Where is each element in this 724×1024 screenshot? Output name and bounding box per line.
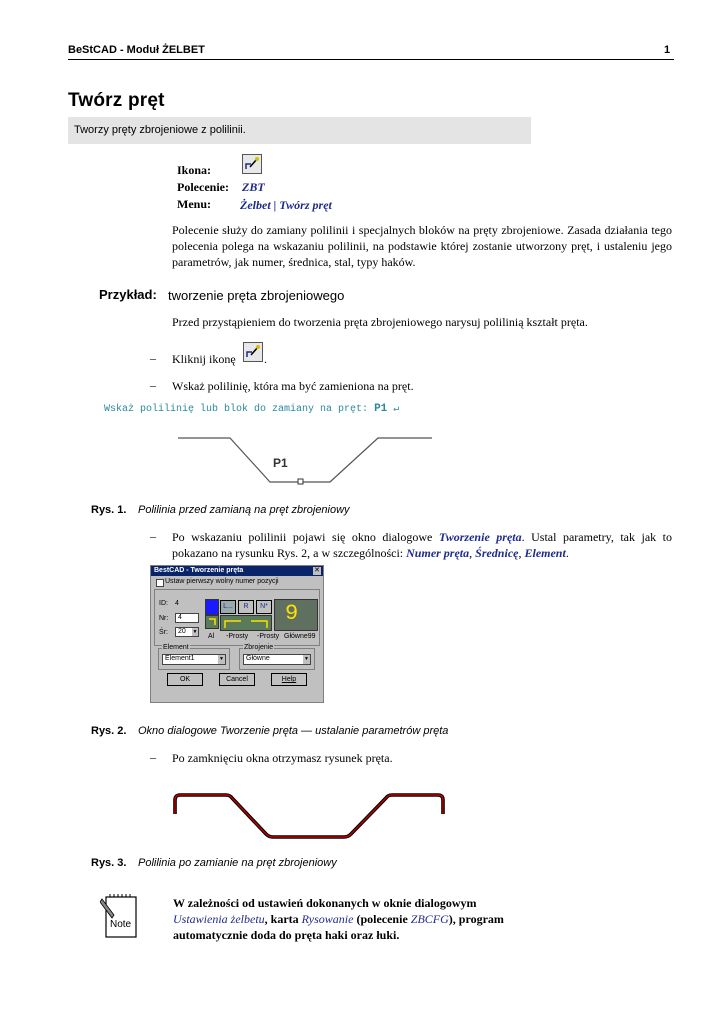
type-glowne: Główne99 <box>284 633 316 640</box>
note-icon <box>100 893 138 939</box>
rebar-dialog <box>150 565 324 703</box>
example-intro: Przed przystąpieniem do tworzenia pręta zbrojeniowego narysuj polilinią kształt pręta. <box>172 315 588 329</box>
type-prosty-1: -Prosty <box>226 633 249 640</box>
hook-type-preview[interactable] <box>220 615 272 631</box>
checkbox-label: Ustaw pierwszy wolny numer pozycji <box>165 578 279 585</box>
preview-digit: 9 <box>285 601 299 626</box>
chevron-down-icon[interactable]: ▼ <box>192 629 198 635</box>
figure1-number: Rys. 1. <box>91 504 127 516</box>
rebar-number-input[interactable]: 4 <box>175 613 199 623</box>
close-button[interactable]: ✕ <box>314 567 320 574</box>
command-value: ZBT <box>242 180 265 194</box>
steel-color-swatch[interactable] <box>205 599 219 615</box>
prompt-input: P1 <box>374 403 388 415</box>
step-dash: – <box>150 750 156 764</box>
step3-text: Po wskazaniu polilinii pojawi się okno dialogowe Tworzenie pręta. Ustal parametry, tak jak to pokazano na rysunku Rys. 2, a w szczególności: Numer pręta, Średnicę, Element. <box>172 530 673 560</box>
chevron-down-icon[interactable]: ▼ <box>304 656 309 662</box>
nr-label: Nr: <box>159 615 169 622</box>
polyline-figure <box>170 430 440 490</box>
page-number: 1 <box>664 44 671 56</box>
step4-text: Po zamknięciu okna otrzymasz rysunek pręta. <box>172 751 393 765</box>
r-button[interactable]: R <box>238 600 254 614</box>
zbrojenie-select[interactable]: Główne <box>243 654 311 665</box>
element-group-label: Element <box>163 644 189 651</box>
ref-zbcfg: ZBCFG <box>410 912 449 926</box>
note-text: W zależności od ustawień dokonanych w oknie dialogowym Ustawienia żelbetu, karta Rysowanie (polecenie ZBCFG), program automatycznie doda do pręta haki oraz łuki. <box>173 896 504 942</box>
cancel-button[interactable]: Cancel <box>219 673 255 686</box>
command-prompt <box>104 403 399 415</box>
menu-label: Menu: <box>177 197 211 211</box>
type-prosty-2: -Prosty <box>257 633 280 640</box>
ref-numer-preta: Numer pręta <box>406 546 470 560</box>
dots-button[interactable]: L... <box>220 600 236 614</box>
type-al: Al <box>208 633 215 640</box>
menu-value: Żelbet | Twórz pręt <box>240 198 332 212</box>
dialog-titlebar: BestCAD - Tworzenie pręta <box>151 566 323 576</box>
header-rule <box>68 59 674 60</box>
example-title: tworzenie pręta zbrojeniowego <box>168 288 345 303</box>
ref-rysowanie: Rysowanie <box>301 912 354 926</box>
step-dash: – <box>150 378 156 392</box>
enter-icon: ↵ <box>393 404 400 415</box>
hook-icon[interactable] <box>205 615 219 629</box>
step1-period: . <box>264 352 267 366</box>
figure1-caption: Polilinia przed zamianą na pręt zbrojeniowy <box>138 504 350 516</box>
create-rebar-icon[interactable] <box>242 154 262 174</box>
intro-paragraph: Polecenie służy do zamiany polilinii i specjalnych bloków na pręty zbrojeniowe. Zasada działania tego polecenia polega na wskazaniu polilinii, na podstawie której zostanie utworzony pręt, i ustaleniu jego parametrów, jak numer, średnica, stal, typy haków. <box>172 223 672 269</box>
step1-text: Kliknij ikonę <box>172 352 236 366</box>
icon-label: Ikona: <box>177 163 212 177</box>
help-button[interactable]: Help <box>271 673 307 686</box>
ref-element: Element <box>524 546 566 560</box>
note-icon-text: Note <box>110 919 132 930</box>
point-label-p1: P1 <box>273 456 288 470</box>
example-label: Przykład: <box>99 287 157 302</box>
element-select[interactable]: Element1 <box>162 654 226 665</box>
n-button[interactable]: N* <box>256 600 272 614</box>
figure3-number: Rys. 3. <box>91 857 127 869</box>
figure3-caption: Polilinia po zamianie na pręt zbrojeniowy <box>138 857 337 869</box>
header-title: BeStCAD - Moduł ŻELBET <box>68 44 205 56</box>
ref-ustawienia-zelbetu: Ustawienia żelbetu <box>173 912 265 926</box>
diameter-select[interactable]: 20 <box>175 627 199 637</box>
chevron-down-icon[interactable]: ▼ <box>219 656 224 662</box>
preview-panel <box>274 599 318 631</box>
rebar-figure <box>170 790 450 842</box>
step-dash: – <box>150 529 156 543</box>
figure2-caption: Okno dialogowe Tworzenie pręta — ustalanie parametrów pręta <box>138 725 449 737</box>
step2-text: Wskaż polilinię, która ma być zamieniona na pręt. <box>172 379 414 393</box>
first-free-number-checkbox[interactable] <box>156 579 164 587</box>
zbrojenie-group-label: Zbrojenie <box>244 644 274 651</box>
summary-text: Tworzy pręty zbrojeniowe z polilinii. <box>74 124 246 136</box>
id-value: 4 <box>175 600 179 607</box>
figure2-number: Rys. 2. <box>91 725 127 737</box>
step-dash: – <box>150 351 156 365</box>
prompt-text: Wskaż polilinię lub blok do zamiany na pręt: <box>104 404 369 415</box>
page-title: Twórz pręt <box>68 90 165 111</box>
id-label: ID: <box>159 600 168 607</box>
sr-label: Śr: <box>159 629 168 636</box>
create-rebar-icon[interactable] <box>243 342 263 362</box>
ref-srednice: Średnicę <box>475 546 519 560</box>
command-label: Polecenie: <box>177 180 229 194</box>
ok-button[interactable]: OK <box>167 673 203 686</box>
dialog-name-ref: Tworzenie pręta <box>438 530 522 544</box>
